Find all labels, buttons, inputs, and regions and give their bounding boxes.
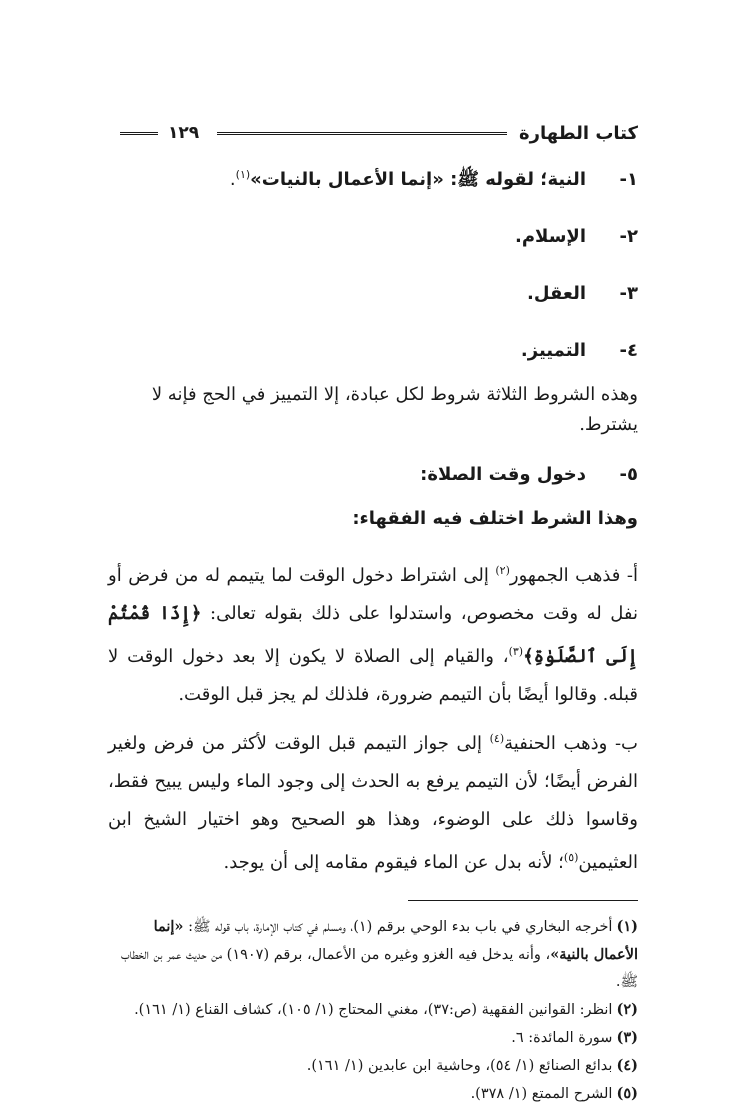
para-a-part1: أ- فذهب الجمهور xyxy=(509,565,638,586)
condition-text: النية؛ لقوله ﷺ: «إنما الأعمال بالنيات» xyxy=(250,169,586,190)
condition-text: التمييز. xyxy=(520,340,586,361)
condition-number: ٢- xyxy=(619,226,638,247)
note-line: وهذه الشروط الثلاثة شروط لكل عبادة، إلا التمييز في الحج فإنه لا يشترط. xyxy=(151,384,638,435)
footnote-text-tail: ، وأنه يدخل فيه الغزو وغيره من الأعمال، برقم (١٩٠٧) من حديث عمر بن الخطاب ﷺ. xyxy=(120,947,638,990)
para-b-part1: ب- وذهب الحنفية xyxy=(504,733,638,754)
para-b-part2: إلى جواز التيمم قبل الوقت لأكثر من فرض ولغير الفرض أيضًا؛ لأن التيمم يرفع به الحدث إلى وجود الماء وليس يبيح فقط، وقاسوا ذلك على الوضوء، وهذا هو الصحيح وهو اختيار الشيخ ابن العثيمين xyxy=(108,733,638,873)
footnote-separator xyxy=(408,900,638,901)
condition-number: ٣- xyxy=(619,283,638,304)
footnote-number: (٣) xyxy=(616,1029,638,1046)
footnote xyxy=(108,1052,638,1080)
footnote-text: سورة المائدة: ٦. xyxy=(511,1030,613,1046)
para-a-part2: إلى اشتراط دخول الوقت لما يتيمم له من فرض أو نفل له وقت مخصوص، واستدلوا على ذلك بقوله تعالى: xyxy=(108,565,638,624)
footnote-ref: (٢) xyxy=(495,564,510,577)
condition-tail: . xyxy=(229,169,236,190)
footnote xyxy=(108,913,638,996)
page-body xyxy=(108,160,638,1108)
footnote-ref: (١) xyxy=(235,168,251,181)
condition-number: ٤- xyxy=(619,340,638,361)
condition-text: دخول وقت الصلاة: xyxy=(420,464,586,485)
section-heading: وهذا الشرط اختلف فيه الفقهاء: xyxy=(352,508,638,529)
footnote-number: (١) xyxy=(616,918,638,935)
header-rule xyxy=(217,132,507,135)
footnote-text: أخرجه البخاري في باب بدء الوحي برقم (١)، ومسلم في كتاب الإمارة، باب قوله ﷺ: xyxy=(183,919,613,935)
footnote-bold: «إنما الأعمال بالنية» xyxy=(153,918,638,963)
footnote-ref: (٥) xyxy=(563,851,579,864)
footnote-number: (٤) xyxy=(616,1057,638,1074)
footnote-number: (٥) xyxy=(616,1085,638,1102)
condition-item xyxy=(108,222,638,252)
footnote xyxy=(108,996,638,1024)
book-title: كتاب الطهارة xyxy=(518,122,638,144)
footnote-text: بدائع الصنائع (١/ ٥٤)، وحاشية ابن عابدين (١/ ١٦١). xyxy=(306,1058,613,1074)
footnotes xyxy=(108,913,638,1108)
paragraph-b xyxy=(108,720,638,882)
condition-number: ١- xyxy=(619,169,638,190)
paragraph-a xyxy=(108,552,638,714)
footnote xyxy=(108,1024,638,1052)
para-b-part3: ؛ لأنه بدل عن الماء فيقوم مقامه إلى أن يوجد. xyxy=(223,852,564,873)
quran-verse: ﴿إِذَا قُمْتُمْ إِلَى ٱلصَّلَوٰةِ﴾ xyxy=(108,603,638,667)
condition-item xyxy=(108,460,638,490)
para-a-part3: ، والقيام إلى الصلاة لا يكون إلا بعد دخول الوقت لا قبله. وقالوا أيضًا بأن التيمم ضرورة، فلذلك لم يجز قبل الوقت. xyxy=(108,646,638,705)
condition-text: العقل. xyxy=(527,283,586,304)
condition-text: الإسلام. xyxy=(515,226,586,247)
footnote-number: (٢) xyxy=(616,1001,638,1018)
condition-number: ٥- xyxy=(619,464,638,485)
footnote-text: انظر: القوانين الفقهية (ص:٣٧)، مغني المحتاج (١/ ١٠٥)، كشاف القناع (١/ ١٦١). xyxy=(134,1002,613,1018)
header-rule-short xyxy=(120,132,158,135)
running-header xyxy=(120,118,638,148)
footnote xyxy=(108,1080,638,1108)
footnote-ref: (٣) xyxy=(508,645,524,658)
condition-item xyxy=(108,336,638,366)
condition-item xyxy=(108,279,638,309)
condition-item xyxy=(108,160,638,195)
page-number: ١٢٩ xyxy=(168,123,200,143)
footnote-ref: (٤) xyxy=(489,732,505,745)
footnote-text: الشرح الممتع (١/ ٣٧٨). xyxy=(470,1086,613,1102)
